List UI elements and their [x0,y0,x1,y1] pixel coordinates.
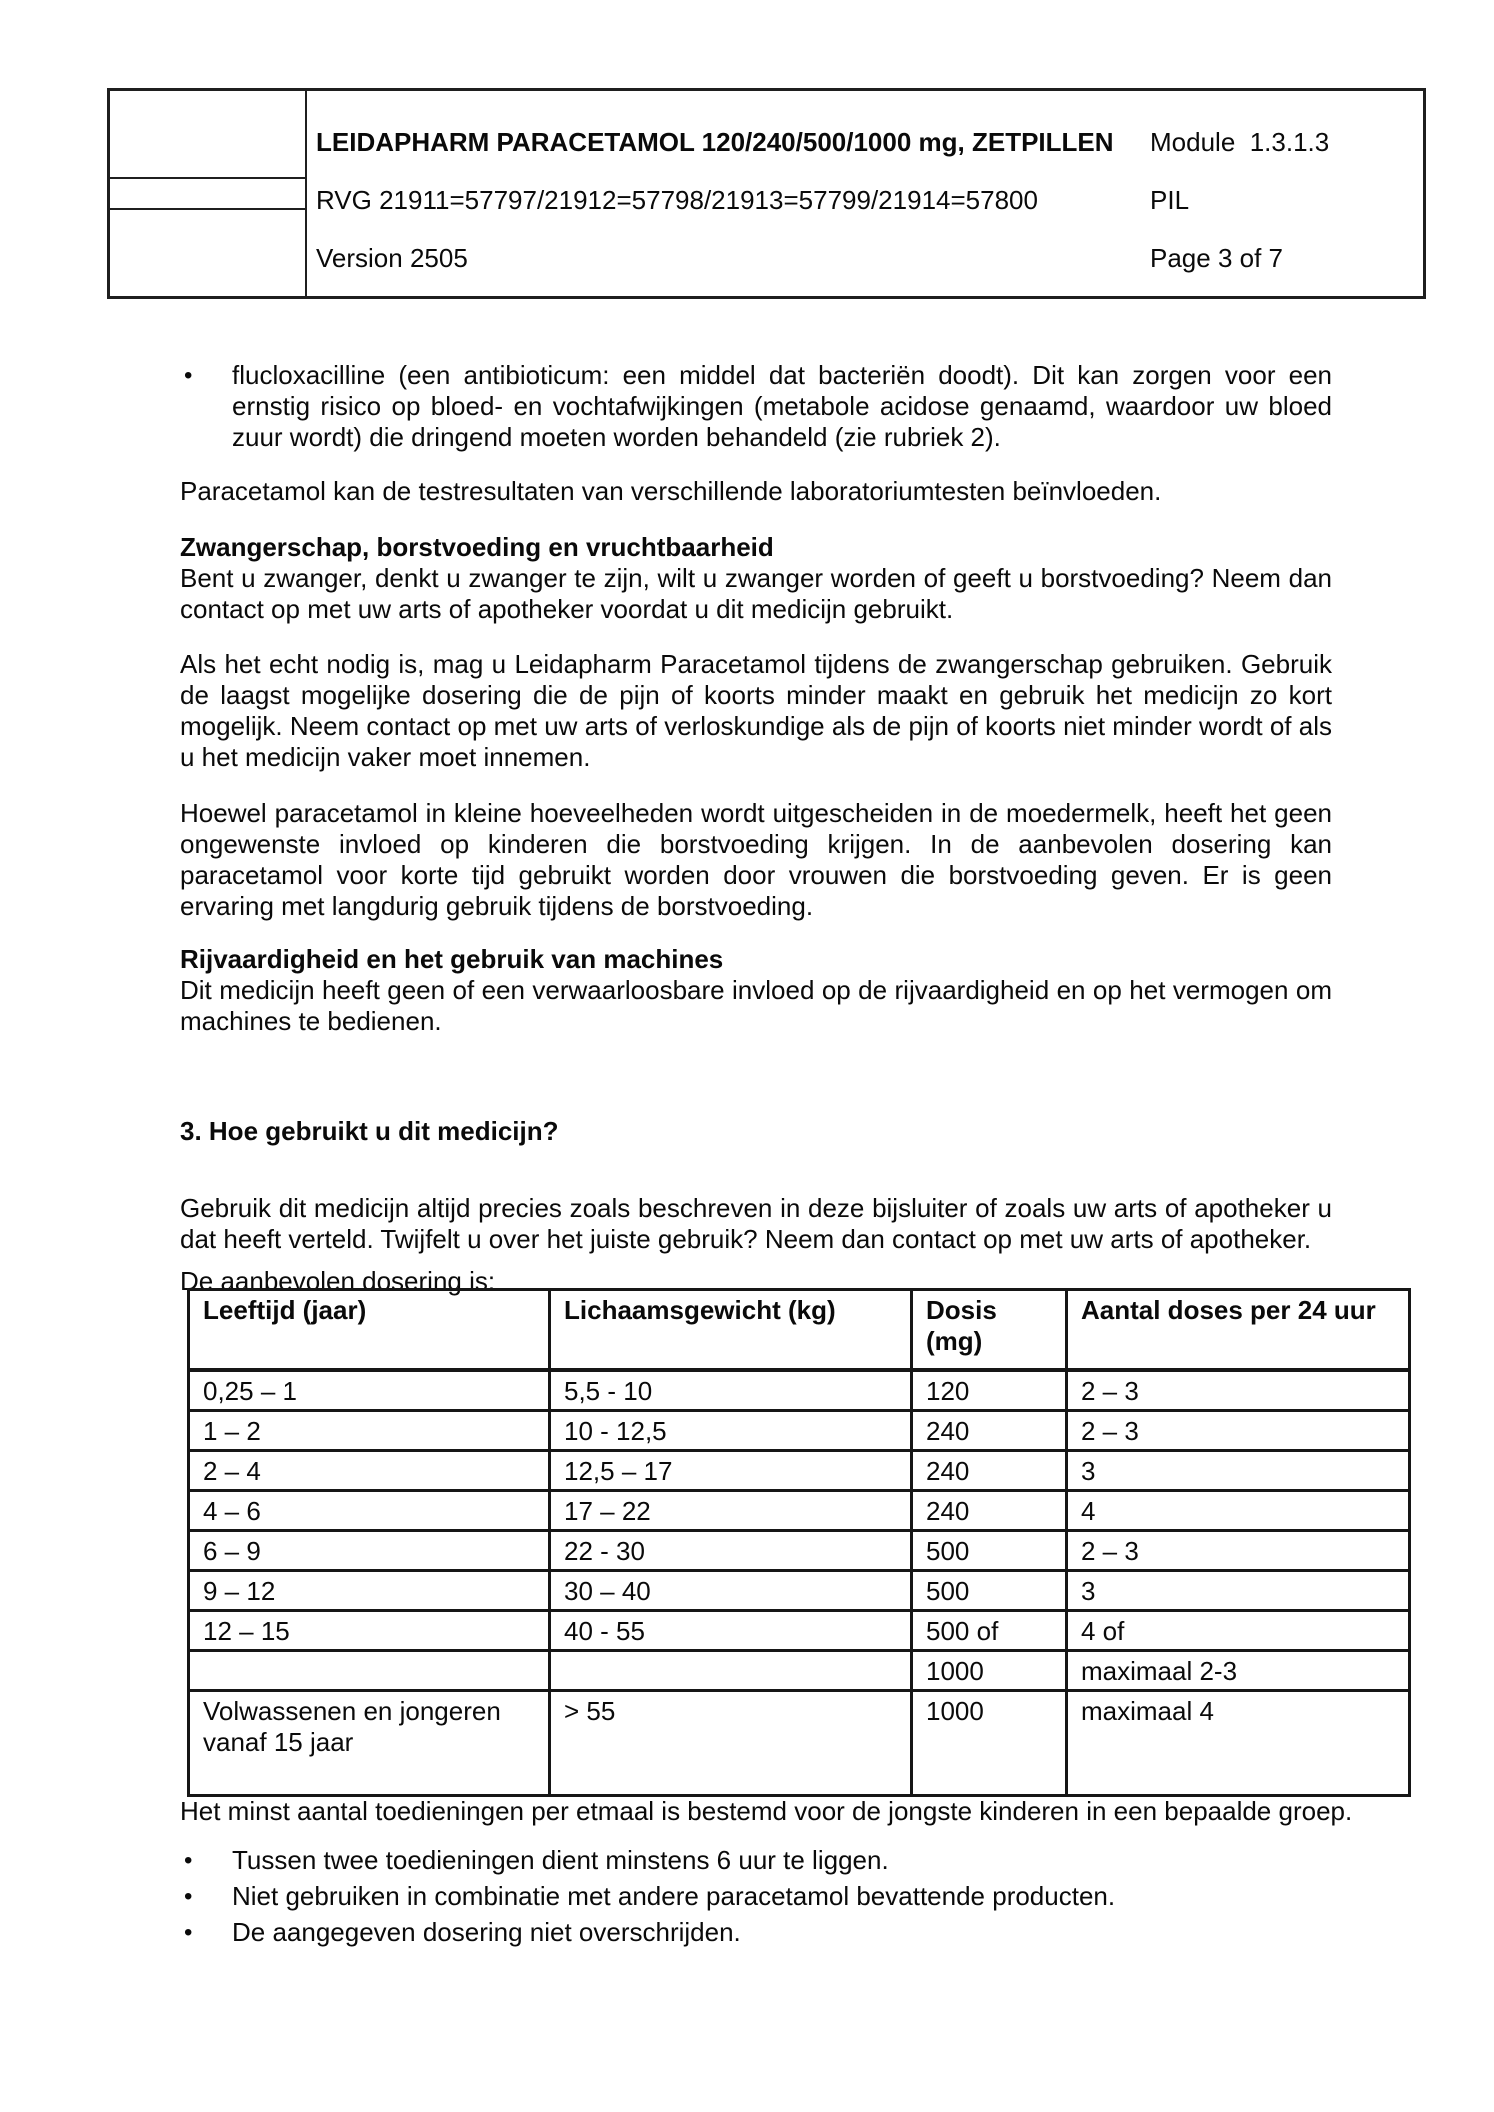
bullet-text-interval: Tussen twee toedieningen dient minstens 6 uur te liggen. [232,1845,889,1875]
cell-gewicht: 12,5 – 17 [550,1450,912,1490]
bullet-text-dosering: De aangegeven dosering niet overschrijden. [232,1917,741,1947]
cell-dosis: 500 [912,1530,1067,1570]
paragraph-dosering-intro: De aanbevolen dosering is: [180,1266,496,1296]
bullet-text-flucloxacilline: flucloxacilline (een antibioticum: een middel dat bacteriën doodt). Dit kan zorgen voor een ernstig risico op bloed- en vochtafwijkingen (metabole acidose genaamd, waardoor uw bloed zuur wordt) die dringend moeten worden behandeld (zie rubriek 2). [232,360,1332,452]
cell-dosis: 1000 [912,1690,1067,1795]
cell-dosis: 240 [912,1410,1067,1450]
cell-dosis: 500 of [912,1610,1067,1650]
cell-leeftijd: 6 – 9 [189,1530,550,1570]
version-line: Version 2505 [316,243,468,273]
cell-gewicht: 5,5 - 10 [550,1370,912,1411]
bullet-marker: • [184,1883,193,1910]
cell-aantal: 4 [1067,1490,1410,1530]
cell-dosis: 120 [912,1370,1067,1411]
cell-gewicht: 22 - 30 [550,1530,912,1570]
paragraph-zwangerschap-1: Bent u zwanger, denkt u zwanger te zijn, wilt u zwanger worden of geeft u borstvoeding? Neem dan contact op met uw arts of apotheker voordat u dit medicijn gebruikt. [180,563,1332,624]
dosing-table-header-row [189,1290,1410,1370]
cell-leeftijd: 4 – 6 [189,1490,550,1530]
table-row [189,1450,1410,1490]
cell-dosis: 1000 [912,1650,1067,1690]
cell-leeftijd [189,1650,550,1690]
cell-leeftijd: 12 – 15 [189,1610,550,1650]
cell-leeftijd: 1 – 2 [189,1410,550,1450]
cell-gewicht: 10 - 12,5 [550,1410,912,1450]
header-logo-cell-top [110,91,305,179]
bullet-text-combinatie: Niet gebruiken in combinatie met andere paracetamol bevattende producten. [232,1881,1116,1911]
table-row [189,1370,1410,1411]
header-row-version [316,243,1409,274]
cell-aantal: maximaal 4 [1067,1690,1410,1795]
cell-dosis: 240 [912,1450,1067,1490]
heading-section-3: 3. Hoe gebruikt u dit medicijn? [180,1116,559,1146]
table-row [189,1410,1410,1450]
bullet-item-interval [180,1845,1332,1876]
paragraph-labtests: Paracetamol kan de testresultaten van verschillende laboratoriumtesten beïnvloeden. [180,476,1162,506]
heading-zwangerschap: Zwangerschap, borstvoeding en vruchtbaarheid [180,532,774,562]
pil-label: PIL [1150,185,1190,215]
paragraph-rijvaardigheid: Dit medicijn heeft geen of een verwaarloosbare invloed op de rijvaardigheid en op het vermogen om machines te bedienen. [180,975,1332,1036]
cell-leeftijd: 0,25 – 1 [189,1370,550,1411]
table-row [189,1610,1410,1650]
heading-rijvaardigheid: Rijvaardigheid en het gebruik van machines [180,944,724,974]
header-table [107,88,1426,299]
header-row-rvg [316,185,1409,216]
dosing-table [187,1288,1411,1797]
header-info-column [307,91,1423,296]
paragraph-gebruik: Gebruik dit medicijn altijd precies zoals beschreven in deze bijsluiter of zoals uw arts of apotheker u dat heeft verteld. Twijfelt u over het juiste gebruik? Neem dan contact op met uw arts of apotheker. [180,1193,1332,1254]
table-row [189,1690,1410,1795]
col-header-aantal-doses: Aantal doses per 24 uur [1067,1290,1410,1370]
cell-gewicht: 40 - 55 [550,1610,912,1650]
cell-gewicht: 17 – 22 [550,1490,912,1530]
cell-leeftijd: 2 – 4 [189,1450,550,1490]
col-header-dosis: Dosis (mg) [912,1290,1067,1370]
page-number: Page 3 of 7 [1150,243,1283,273]
table-row [189,1530,1410,1570]
cell-leeftijd: Volwassenen en jongeren vanaf 15 jaar [189,1690,550,1795]
cell-dosis: 500 [912,1570,1067,1610]
cell-aantal: 2 – 3 [1067,1370,1410,1411]
cell-dosis: 240 [912,1490,1067,1530]
bullet-marker: • [184,1847,193,1874]
cell-aantal: 2 – 3 [1067,1530,1410,1570]
cell-gewicht: 30 – 40 [550,1570,912,1610]
cell-aantal: maximaal 2-3 [1067,1650,1410,1690]
rvg-line: RVG 21911=57797/21912=57798/21913=57799/21914=57800 [316,185,1038,215]
col-header-leeftijd: Leeftijd (jaar) [189,1290,550,1370]
cell-gewicht: > 55 [550,1690,912,1795]
header-row-title [316,127,1409,158]
bullet-marker: • [184,1919,193,1946]
paragraph-zwangerschap-2: Als het echt nodig is, mag u Leidapharm Paracetamol tijdens de zwangerschap gebruiken. Gebruik de laagst mogelijke dosering die de pijn of koorts minder maakt en gebruik het medicijn zo kort mogelijk. Neem contact op met uw arts of verloskundige als de pijn of koorts niet minder wordt of als u het medicijn vaker moet innemen. [180,649,1332,772]
cell-gewicht [550,1650,912,1690]
header-logo-cell-bottom [110,210,305,296]
paragraph-minst-aantal: Het minst aantal toedieningen per etmaal is bestemd voor de jongste kinderen in een bepaalde groep. [180,1796,1353,1826]
header-logo-column [110,91,307,296]
module-label: Module 1.3.1.3 [1150,127,1330,157]
bullet-item-combinatie [180,1881,1332,1912]
document-title: LEIDAPHARM PARACETAMOL 120/240/500/1000 mg, ZETPILLEN [316,127,1114,157]
cell-leeftijd: 9 – 12 [189,1570,550,1610]
paragraph-zwangerschap-3: Hoewel paracetamol in kleine hoeveelheden wordt uitgescheiden in de moedermelk, heeft het geen ongewenste invloed op kinderen die borstvoeding krijgen. In de aanbevolen dosering kan paracetamol voor korte tijd gebruikt worden door vrouwen die borstvoeding geven. Er is geen ervaring met langdurig gebruik tijdens de borstvoeding. [180,798,1332,921]
bullet-item-dosering [180,1917,1332,1948]
table-row [189,1650,1410,1690]
bullet-marker: • [184,362,193,389]
table-row [189,1570,1410,1610]
header-logo-cell-middle [110,179,305,210]
bullet-item-flucloxacilline [180,360,1332,453]
col-header-lichaamsgewicht: Lichaamsgewicht (kg) [550,1290,912,1370]
table-row [189,1490,1410,1530]
cell-aantal: 4 of [1067,1610,1410,1650]
cell-aantal: 2 – 3 [1067,1410,1410,1450]
cell-aantal: 3 [1067,1450,1410,1490]
cell-aantal: 3 [1067,1570,1410,1610]
